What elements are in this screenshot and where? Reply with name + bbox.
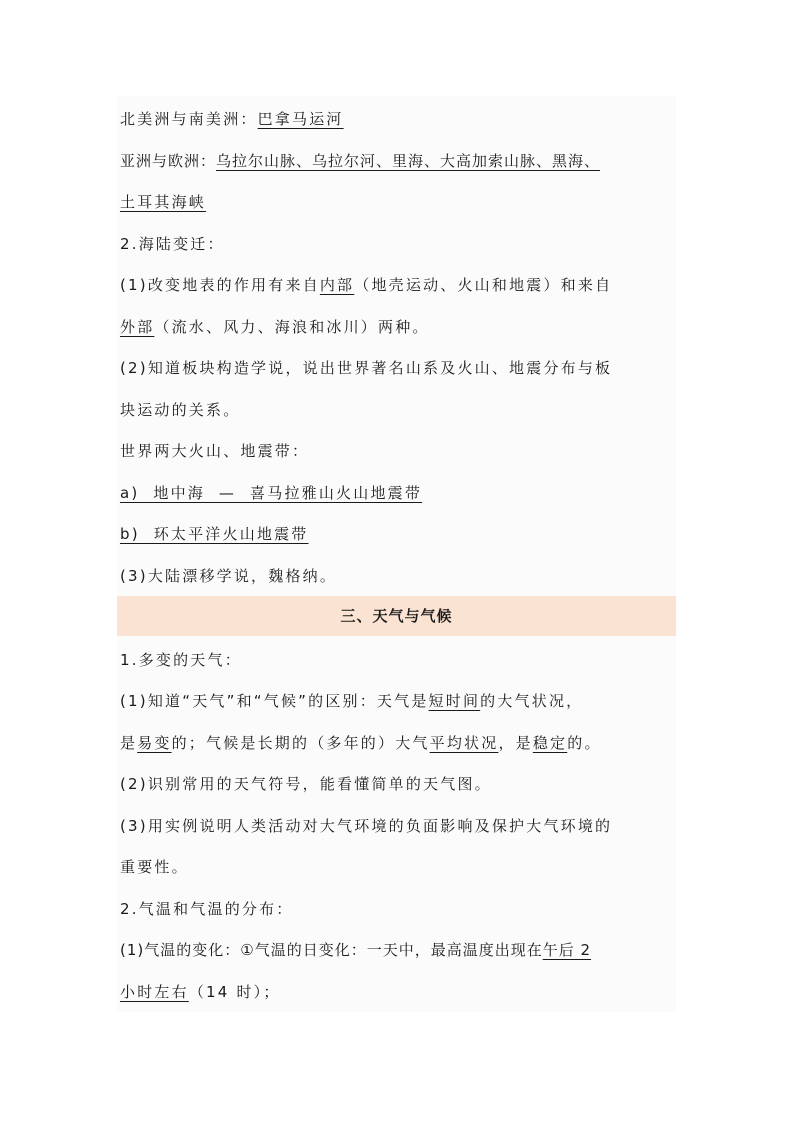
underlined-answer: 短时间 [428, 692, 481, 710]
text-segment: （地壳运动、火山和地震）和来自 [354, 276, 613, 294]
underlined-answer: b) 环太平洋火山地震带 [120, 525, 309, 543]
underlined-answer: 平均状况 [429, 734, 499, 752]
text-segment: （14 时）； [188, 983, 281, 1001]
text-segment: 的；气候是长期的（多年的）大气 [171, 734, 430, 752]
underlined-answer: 午后 2 [542, 941, 592, 959]
text-segment: ，是 [498, 734, 533, 752]
section-title: 三、天气与气候 [340, 607, 453, 625]
underlined-answer: a) 地中海 — 喜马拉雅山火山地震带 [120, 484, 423, 502]
text-line-importance: 重要性。 [120, 858, 189, 876]
text-segment: (1)知道“天气”和“气候”的区别：天气是 [120, 692, 429, 710]
text-line-belts-heading: 世界两大火山、地震带： [120, 442, 310, 460]
underlined-answer: 乌拉尔山脉、乌拉尔河、里海、大高加索山脉、黑海、 [216, 152, 601, 170]
text-line-human-impact: (3)用实例说明人类活动对大气环境的负面影响及保护大气环境的 [120, 817, 613, 835]
text-line-climate-definition [120, 733, 602, 753]
text-line-two-hours [120, 982, 281, 1002]
text-line-external [120, 317, 430, 337]
text-segment: （流水、风力、海浪和冰川）两种。 [154, 318, 430, 336]
text-segment: 北美洲与南美洲： [120, 110, 258, 128]
underlined-answer: 易变 [137, 734, 172, 752]
text-line-plate-motion: 块运动的关系。 [120, 401, 241, 419]
heading-sea-land-change: 2.海陆变迁： [120, 235, 225, 253]
text-segment: (1)气温的变化：①气温的日变化：一天中，最高温度出现在 [120, 941, 543, 959]
heading-changeable-weather: 1.多变的天气： [120, 651, 242, 669]
text-line-weather-vs-climate [120, 691, 583, 711]
text-segment: 亚洲与欧洲： [120, 152, 217, 170]
text-segment: 的。 [567, 734, 602, 752]
text-line-daily-temperature [120, 940, 591, 960]
text-segment: 的大气状况， [480, 692, 584, 710]
text-line-americas [120, 109, 344, 129]
text-segment: 是 [120, 734, 138, 752]
underlined-answer: 小时左右 [120, 983, 189, 1001]
underlined-answer: 土耳其海峡 [120, 193, 207, 211]
heading-temperature-distribution: 2.气温和气温的分布： [120, 900, 294, 918]
text-line-weather-symbols: (2)识别常用的天气符号，能看懂简单的天气图。 [120, 775, 492, 793]
list-item-pacific-belt [120, 524, 309, 544]
underlined-answer: 巴拿马运河 [257, 110, 344, 128]
text-line-asia-europe [120, 151, 600, 171]
text-line-turkish-straits [120, 192, 206, 212]
text-segment: (1)改变地表的作用有来自 [120, 276, 320, 294]
text-line-plate-tectonics: (2)知道板块构造学说，说出世界著名山系及火山、地震分布与板 [120, 359, 613, 377]
underlined-answer: 内部 [319, 276, 355, 294]
text-line-continental-drift: (3)大陆漂移学说，魏格纳。 [120, 567, 338, 585]
text-line-forces [120, 275, 612, 295]
underlined-answer: 外部 [120, 318, 155, 336]
underlined-answer: 稳定 [532, 734, 568, 752]
list-item-mediterranean-belt [120, 483, 422, 503]
